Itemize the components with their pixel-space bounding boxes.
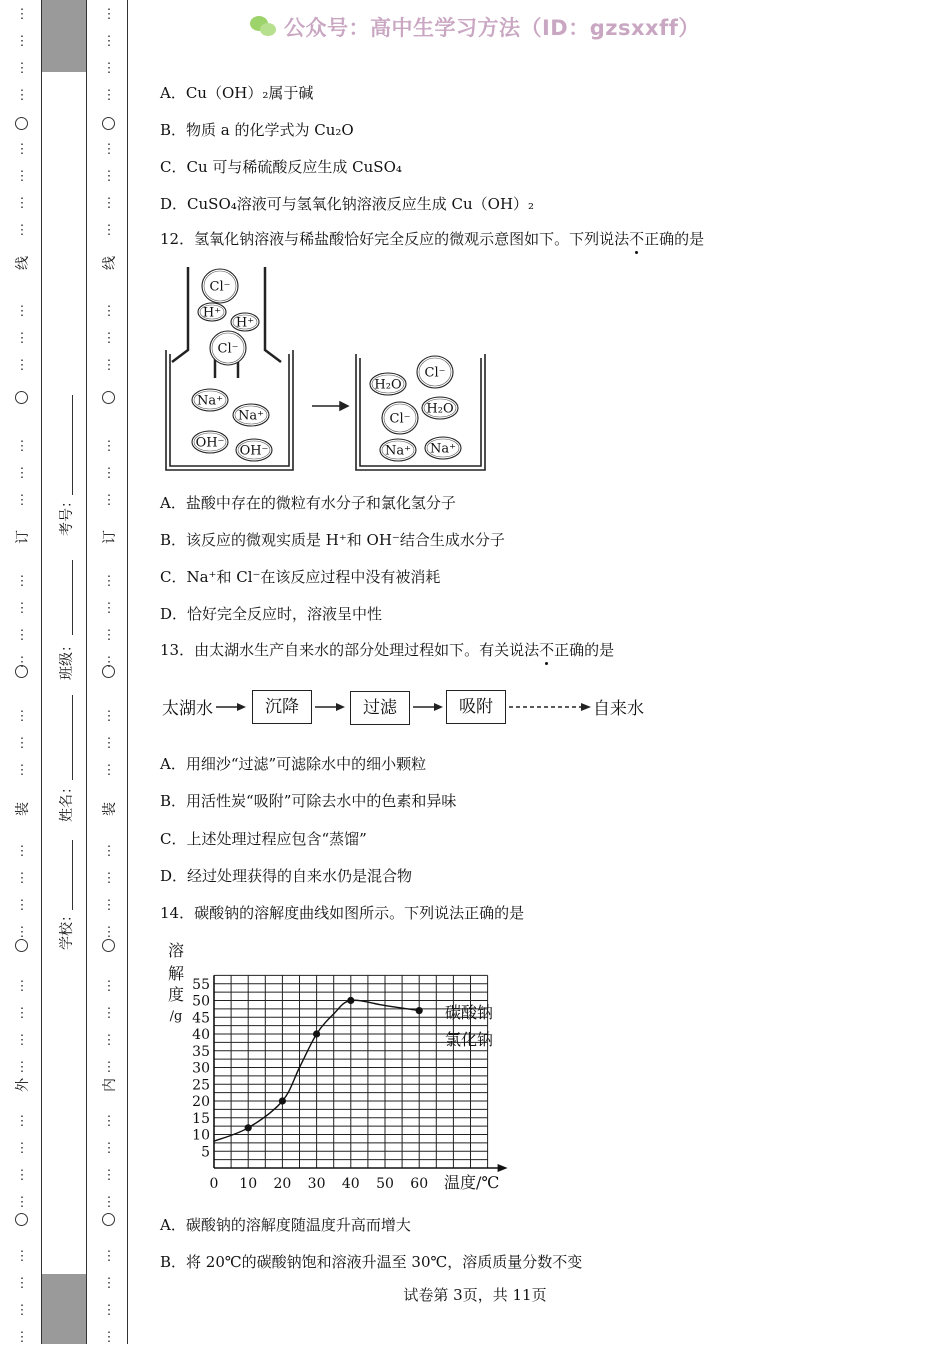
outer-dots: ⋮ [15, 88, 29, 103]
outer-dots: ⋮ [15, 1114, 29, 1129]
inner-dots: ⋮ [102, 358, 116, 373]
outer-dots: ⋮ [15, 925, 29, 940]
inner-seal-label: 内 [102, 1078, 118, 1092]
flow-arrow-3 [413, 700, 443, 714]
outer-seal-circle [15, 939, 28, 952]
y-axis-label-char: /g [169, 1009, 183, 1024]
q14-option-b: B．将 20℃的碳酸钠饱和溶液升温至 30℃，溶质质量分数不变 [160, 1253, 583, 1271]
field-school-line [72, 840, 74, 910]
flow-arrow-1 [216, 700, 246, 714]
data-point [245, 1124, 252, 1131]
svg-text:Cl⁻: Cl⁻ [217, 341, 239, 357]
svg-text:Na⁺: Na⁺ [430, 441, 456, 457]
right-beaker-particle [382, 402, 418, 434]
outer-dots: ⋮ [15, 871, 29, 886]
inner-dots: ⋮ [102, 871, 116, 886]
svg-text:H⁺: H⁺ [235, 315, 255, 331]
inner-dots: ⋮ [102, 655, 116, 670]
outer-dots: ⋮ [15, 7, 29, 22]
outer-seal-circle [15, 117, 28, 130]
outer-seal-label: 线 [15, 256, 31, 270]
margin-line-2 [86, 0, 87, 1344]
outer-seal-label: 订 [15, 530, 31, 544]
inner-dots: ⋮ [102, 844, 116, 859]
svg-text:OH⁻: OH⁻ [195, 435, 225, 451]
outer-dots: ⋮ [15, 1195, 29, 1210]
inner-dots: ⋮ [102, 1303, 116, 1318]
y-tick-label: 40 [192, 1027, 210, 1043]
wechat-icon [250, 16, 278, 38]
svg-text:H₂O: H₂O [426, 401, 454, 417]
q11-option-b: B．物质 a 的化学式为 Cu₂O [160, 121, 354, 139]
flow-step-filter: 过滤 [350, 691, 410, 725]
inner-seal-circle [102, 939, 115, 952]
inner-dots: ⋮ [102, 1249, 116, 1264]
inner-dots: ⋮ [102, 925, 116, 940]
q13-emphasis: 不 [539, 641, 555, 659]
outer-dots: ⋮ [15, 601, 29, 616]
data-point [313, 1030, 320, 1037]
reaction-arrow [312, 402, 348, 410]
inner-dots: ⋮ [102, 763, 116, 778]
q12-option-b: B．该反应的微观实质是 H⁺和 OH⁻结合生成水分子 [160, 531, 505, 549]
inner-dots: ⋮ [102, 1195, 116, 1210]
inner-dots: ⋮ [102, 1006, 116, 1021]
q14-stem: 14．碳酸钠的溶解度曲线如图所示。下列说法正确的是 [160, 904, 525, 922]
outer-dots: ⋮ [15, 1168, 29, 1183]
outer-dots: ⋮ [15, 574, 29, 589]
inner-dots: ⋮ [102, 1141, 116, 1156]
inner-seal-label: 订 [102, 530, 118, 544]
q13-option-d: D．经过处理获得的自来水仍是混合物 [160, 867, 413, 885]
outer-dots: ⋮ [15, 34, 29, 49]
right-beaker-particle [422, 397, 458, 419]
page-footer: 试卷第 3页，共 11页 [403, 1286, 547, 1304]
margin-line-3 [127, 0, 128, 1344]
outer-dots: ⋮ [15, 304, 29, 319]
outer-dots: ⋮ [15, 493, 29, 508]
inner-dots: ⋮ [102, 196, 116, 211]
outer-dots: ⋮ [15, 655, 29, 670]
outer-dots: ⋮ [15, 1303, 29, 1318]
header-watermark: 公众号：高中生学习方法（ID：gzsxxff） [250, 12, 700, 42]
margin-gray-band-top [41, 0, 86, 72]
outer-dots: ⋮ [15, 142, 29, 157]
field-name-line [72, 695, 74, 780]
outer-dots: ⋮ [15, 196, 29, 211]
outer-seal-circle [15, 391, 28, 404]
outer-dots: ⋮ [15, 1006, 29, 1021]
flow-result: 自来水 [593, 699, 644, 719]
y-tick-label: 25 [192, 1077, 210, 1094]
y-axis-label-char: 解 [167, 964, 185, 983]
svg-text:Cl⁻: Cl⁻ [209, 279, 231, 295]
outer-dots: ⋮ [15, 844, 29, 859]
right-beaker-particle [370, 373, 406, 395]
svg-text:H₂O: H₂O [374, 377, 402, 393]
margin-line-1 [41, 0, 42, 1344]
data-point [347, 997, 354, 1004]
flow-step-adsorb: 吸附 [446, 690, 506, 724]
q12-micro-diagram [160, 262, 500, 477]
inner-dots: ⋮ [102, 898, 116, 913]
svg-text:Na⁺: Na⁺ [197, 393, 223, 409]
dropper-ion [210, 331, 246, 365]
q14-solubility-chart [160, 936, 520, 1198]
q12-emphasis: 不 [629, 230, 645, 248]
q12-stem: 12．氢氧化钠溶液与稀盐酸恰好完全反应的微观示意图如下。下列说法不正确的是 [160, 230, 705, 248]
y-tick-label: 50 [192, 993, 210, 1010]
q12-option-a: A．盐酸中存在的微粒有水分子和氯化氢分子 [160, 494, 456, 512]
q13-option-b: B．用活性炭“吸附”可除去水中的色素和异味 [160, 792, 457, 810]
field-class: 班级： [59, 638, 75, 680]
inner-dots: ⋮ [102, 709, 116, 724]
data-point [279, 1097, 286, 1104]
inner-dots: ⋮ [102, 7, 116, 22]
inner-dots: ⋮ [102, 601, 116, 616]
inner-dots: ⋮ [102, 1276, 116, 1291]
y-axis-label-char: 溶 [167, 941, 185, 960]
outer-dots: ⋮ [15, 1060, 29, 1075]
inner-dots: ⋮ [102, 88, 116, 103]
svg-text:Na⁺: Na⁺ [385, 443, 411, 459]
x-tick-label: 40 [341, 1176, 360, 1192]
outer-dots: ⋮ [15, 979, 29, 994]
legend-item: 碳酸钠 [445, 1003, 494, 1022]
outer-dots: ⋮ [15, 1276, 29, 1291]
outer-dots: ⋮ [15, 1330, 29, 1345]
x-tick-label: 10 [239, 1176, 258, 1192]
field-name: 姓名： [59, 780, 75, 822]
inner-dots: ⋮ [102, 493, 116, 508]
inner-dots: ⋮ [102, 142, 116, 157]
y-tick-label: 45 [192, 1010, 210, 1027]
legend-item: 氯化钠 [445, 1030, 494, 1049]
inner-dots: ⋮ [102, 439, 116, 454]
x-axis-label: 温度/℃ [444, 1173, 500, 1192]
left-beaker-ion [233, 404, 269, 426]
inner-dots: ⋮ [102, 736, 116, 751]
outer-dots: ⋮ [15, 61, 29, 76]
x-tick-label: 30 [307, 1176, 326, 1192]
outer-dots: ⋮ [15, 898, 29, 913]
q11-option-a: A．Cu（OH）₂属于碱 [160, 84, 314, 102]
outer-dots: ⋮ [15, 439, 29, 454]
right-beaker-particle [380, 439, 416, 461]
q14-option-a: A．碳酸钠的溶解度随温度升高而增大 [160, 1216, 411, 1234]
y-axis-label-char: 度 [167, 985, 185, 1004]
left-beaker-ion [192, 431, 228, 453]
inner-seal-circle [102, 665, 115, 678]
inner-seal-circle [102, 1213, 115, 1226]
y-tick-label: 10 [192, 1127, 210, 1144]
inner-dots: ⋮ [102, 223, 116, 238]
outer-seal-label: 外 [15, 1078, 31, 1092]
q11-option-c: C．Cu 可与稀硫酸反应生成 CuSO₄ [160, 158, 402, 176]
outer-dots: ⋮ [15, 1249, 29, 1264]
flow-arrow-2 [315, 700, 345, 714]
inner-dots: ⋮ [102, 1168, 116, 1183]
inner-dots: ⋮ [102, 574, 116, 589]
svg-text:Na⁺: Na⁺ [238, 408, 264, 424]
q13-stem: 13．由太湖水生产自来水的部分处理过程如下。有关说法不正确的是 [160, 641, 615, 659]
dropper-ion [202, 269, 238, 303]
svg-text:OH⁻: OH⁻ [239, 443, 269, 459]
outer-dots: ⋮ [15, 736, 29, 751]
q13-option-a: A．用细沙“过滤”可滤除水中的细小颗粒 [160, 755, 427, 773]
inner-seal-circle [102, 391, 115, 404]
outer-dots: ⋮ [15, 1141, 29, 1156]
x-axis-arrow [498, 1164, 508, 1172]
inner-dots: ⋮ [102, 1114, 116, 1129]
outer-dots: ⋮ [15, 223, 29, 238]
outer-dots: ⋮ [15, 763, 29, 778]
x-tick-label: 0 [209, 1176, 219, 1192]
inner-dots: ⋮ [102, 169, 116, 184]
inner-dots: ⋮ [102, 628, 116, 643]
svg-text:Cl⁻: Cl⁻ [424, 365, 446, 381]
q12-option-c: C．Na⁺和 Cl⁻在该反应过程中没有被消耗 [160, 568, 441, 586]
y-tick-label: 20 [192, 1094, 210, 1110]
flow-step-settling: 沉降 [252, 690, 312, 724]
outer-dots: ⋮ [15, 358, 29, 373]
inner-dots: ⋮ [102, 1330, 116, 1345]
q13-option-c: C．上述处理过程应包含“蒸馏” [160, 830, 367, 848]
field-school: 学校： [59, 908, 75, 950]
dropper-ion [198, 303, 226, 321]
outer-dots: ⋮ [15, 331, 29, 346]
field-exam-number: 考号： [59, 494, 75, 536]
x-tick-label: 50 [376, 1176, 394, 1192]
x-tick-label: 60 [410, 1176, 429, 1192]
q11-option-d: D．CuSO₄溶液可与氢氧化钠溶液反应生成 Cu（OH）₂ [160, 195, 535, 213]
x-tick-label: 20 [273, 1176, 292, 1192]
inner-seal-circle [102, 117, 115, 130]
inner-dots: ⋮ [102, 304, 116, 319]
inner-seal-label: 装 [102, 802, 118, 816]
chart-series [214, 997, 423, 1141]
inner-seal-label: 线 [102, 256, 118, 270]
svg-text:H⁺: H⁺ [202, 305, 222, 321]
left-beaker-ion [192, 389, 228, 411]
flow-source: 太湖水 [162, 699, 213, 719]
flow-arrow-dashed [509, 700, 591, 714]
outer-dots: ⋮ [15, 709, 29, 724]
right-beaker-particle [417, 356, 453, 388]
field-class-line [72, 560, 74, 635]
y-tick-label: 5 [201, 1144, 210, 1161]
left-beaker [166, 350, 293, 470]
svg-text:Cl⁻: Cl⁻ [389, 411, 411, 427]
inner-dots: ⋮ [102, 61, 116, 76]
inner-dots: ⋮ [102, 34, 116, 49]
dropper-ion [231, 313, 259, 331]
outer-dots: ⋮ [15, 1033, 29, 1048]
outer-dots: ⋮ [15, 628, 29, 643]
inner-dots: ⋮ [102, 979, 116, 994]
y-tick-label: 55 [192, 976, 210, 993]
outer-seal-circle [15, 1213, 28, 1226]
outer-dots: ⋮ [15, 169, 29, 184]
y-tick-label: 35 [192, 1043, 210, 1060]
q12-option-d: D．恰好完全反应时，溶液呈中性 [160, 605, 383, 623]
right-beaker-particle [425, 437, 461, 459]
field-exam-number-line [72, 395, 74, 495]
outer-seal-label: 装 [15, 802, 31, 816]
left-beaker-ion [236, 439, 272, 461]
outer-dots: ⋮ [15, 466, 29, 481]
y-tick-label: 30 [192, 1060, 210, 1077]
inner-dots: ⋮ [102, 1060, 116, 1075]
inner-dots: ⋮ [102, 1033, 116, 1048]
y-tick-label: 15 [192, 1110, 210, 1127]
outer-seal-circle [15, 665, 28, 678]
inner-dots: ⋮ [102, 331, 116, 346]
data-point [416, 1007, 423, 1014]
inner-dots: ⋮ [102, 466, 116, 481]
